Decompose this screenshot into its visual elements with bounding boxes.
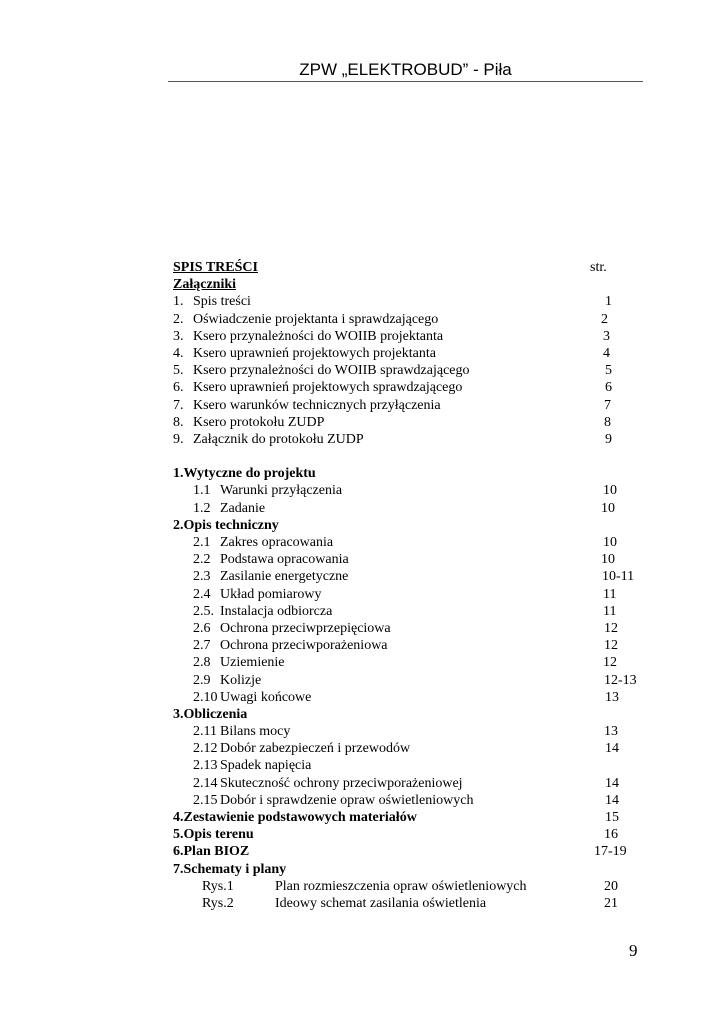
item-page: 12 (604, 620, 618, 636)
section-heading: 1.Wytyczne do projektu (173, 466, 316, 482)
attachment-item (173, 362, 643, 379)
section-item (173, 740, 643, 757)
item-number: 2.1 (193, 535, 211, 550)
attachment-text: Ksero protokołu ZUDP (193, 414, 325, 430)
section-heading-row (173, 861, 643, 878)
section-page: 15 (605, 810, 619, 825)
attachment-number: 5. (173, 363, 184, 379)
item-text: Ochrona przeciwprzepięciowa (220, 620, 391, 636)
attachment-page: 6 (605, 380, 612, 396)
section-heading-row (173, 465, 643, 482)
section-heading-row (173, 706, 643, 723)
drawing-text: Ideowy schemat zasilania oświetlenia (275, 895, 487, 911)
attachment-number: 7. (173, 397, 184, 413)
attachment-text: Ksero uprawnień projektowych projektanta (193, 345, 436, 361)
section-item (173, 775, 643, 792)
attachment-text: Ksero uprawnień projektowych sprawdzającego (193, 380, 463, 396)
item-number: 2.15 (193, 792, 218, 808)
attachment-page: 3 (603, 328, 610, 344)
section-item (173, 551, 643, 568)
section-item (173, 603, 643, 620)
attachment-page: 1 (605, 294, 612, 310)
attachment-number: 9. (173, 431, 184, 447)
section-item (173, 482, 643, 499)
item-page: 12 (604, 638, 618, 654)
drawing-item (173, 895, 643, 912)
drawing-text: Plan rozmieszczenia opraw oświetleniowych (275, 878, 527, 894)
attachments-heading-row (173, 276, 643, 293)
item-text: Uwagi końcowe (220, 689, 312, 705)
item-text: Uziemienie (220, 655, 285, 671)
attachment-item (173, 431, 643, 448)
drawing-page: 20 (604, 878, 618, 894)
item-page: 14 (605, 775, 619, 791)
item-text: Ochrona przeciwporażeniowa (220, 638, 388, 654)
drawings-list (173, 878, 643, 912)
drawing-page: 21 (604, 895, 618, 911)
attachment-number: 1. (173, 294, 184, 310)
attachment-number: 6. (173, 380, 184, 396)
section-item (173, 568, 643, 585)
item-number: 2.13 (193, 758, 218, 774)
attachments-list (173, 293, 643, 448)
attachment-text: Załącznik do protokołu ZUDP (193, 431, 364, 447)
section-item (173, 637, 643, 654)
section-item (173, 620, 643, 637)
section-heading: 6.Plan BIOZ (173, 844, 250, 860)
section-heading-row (173, 809, 643, 826)
attachment-item (173, 345, 643, 362)
item-number: 2.4 (193, 586, 211, 602)
item-page: 13 (604, 724, 618, 740)
item-page: 10-11 (602, 569, 635, 585)
item-number: 2.9 (193, 672, 211, 688)
item-text: Kolizje (220, 672, 262, 688)
section-item (173, 500, 643, 517)
item-number: 1.2 (193, 500, 211, 516)
section-heading: 5.Opis terenu (173, 827, 254, 843)
attachment-item (173, 379, 643, 396)
item-text: Dobór zabezpieczeń i przewodów (220, 741, 411, 757)
item-text: Bilans mocy (220, 724, 291, 740)
attachment-item (173, 414, 643, 431)
attachment-page: 5 (605, 363, 612, 379)
item-page: 10 (603, 483, 617, 499)
drawing-item (173, 878, 643, 895)
section-page: 16 (604, 827, 618, 843)
item-page: 12 (603, 655, 617, 671)
section-heading: 7.Schematy i plany (173, 861, 287, 877)
attachment-item (173, 311, 643, 328)
section-item (173, 723, 643, 740)
section-item (173, 586, 643, 603)
item-text: Skuteczność ochrony przeciwporażeniowej (220, 775, 463, 791)
item-number: 2.3 (193, 569, 211, 585)
attachment-number: 8. (173, 414, 184, 430)
item-text: Zadanie (220, 500, 266, 516)
item-page: 11 (603, 586, 617, 602)
attachment-page: 7 (604, 397, 611, 413)
item-page: 11 (603, 603, 617, 619)
item-page: 14 (605, 792, 619, 808)
item-text: Instalacja odbiorcza (220, 603, 333, 619)
section-heading-row (173, 826, 643, 843)
section-heading-row (173, 517, 643, 534)
item-number: 2.12 (193, 741, 218, 757)
item-number: 2.14 (193, 775, 218, 791)
attachments-heading: Załączniki (173, 277, 237, 293)
item-number: 2.10 (193, 689, 218, 705)
attachment-item (173, 328, 643, 345)
attachment-number: 2. (173, 311, 184, 327)
item-number: 2.6 (193, 620, 211, 636)
section-item (173, 689, 643, 706)
sections-list (173, 465, 643, 878)
item-text: Dobór i sprawdzenie opraw oświetleniowych (220, 792, 474, 808)
item-number: 2.7 (193, 638, 211, 654)
header-rule (168, 81, 643, 82)
drawing-number: Rys.1 (202, 878, 234, 894)
attachment-text: Ksero przynależności do WOIIB projektanta (193, 328, 444, 344)
drawing-number: Rys.2 (202, 895, 234, 911)
attachment-number: 3. (173, 328, 184, 344)
section-heading: 4.Zestawienie podstawowych materiałów (173, 810, 417, 825)
attachment-item (173, 397, 643, 414)
attachment-page: 9 (605, 431, 612, 447)
item-page: 13 (605, 689, 619, 705)
item-text: Podstawa opracowania (220, 552, 349, 568)
section-page: 17-19 (594, 844, 627, 860)
item-page: 10 (603, 535, 617, 550)
item-text: Układ pomiarowy (220, 586, 322, 602)
spacer (173, 448, 643, 465)
attachment-number: 4. (173, 345, 184, 361)
section-item (173, 672, 643, 689)
attachment-page: 2 (601, 311, 608, 327)
item-text: Zakres opracowania (220, 535, 334, 550)
item-number: 2.2 (193, 552, 211, 568)
item-page: 10 (601, 500, 615, 516)
attachment-text: Oświadczenie projektanta i sprawdzającego (193, 311, 439, 327)
attachment-item (173, 293, 643, 310)
section-item (173, 654, 643, 671)
item-number: 2.11 (193, 724, 217, 740)
attachment-page: 8 (604, 414, 611, 430)
attachment-text: Ksero przynależności do WOIIB sprawdzającego (193, 363, 470, 379)
str-label: str. (590, 260, 607, 275)
attachment-page: 4 (603, 345, 610, 361)
table-of-contents (173, 259, 643, 912)
attachment-text: Spis treści (193, 294, 251, 310)
item-number: 2.5. (193, 603, 214, 619)
page-number: 9 (629, 941, 638, 960)
section-item (173, 534, 643, 551)
item-number: 1.1 (193, 483, 211, 499)
section-heading: 2.Opis techniczny (173, 517, 279, 533)
item-page: 12-13 (604, 672, 637, 688)
toc-title-row (173, 259, 643, 276)
item-page: 14 (605, 741, 619, 757)
attachment-text: Ksero warunków technicznych przyłączenia (193, 397, 441, 413)
section-heading-row (173, 843, 643, 860)
section-item (173, 792, 643, 809)
item-number: 2.8 (193, 655, 211, 671)
toc-title: SPIS TREŚCI (173, 260, 258, 275)
page-header: ZPW „ELEKTROBUD” - Piła (299, 60, 512, 79)
item-text: Warunki przyłączenia (220, 483, 343, 499)
item-text: Zasilanie energetyczne (220, 569, 349, 585)
item-text: Spadek napięcia (220, 758, 312, 774)
section-item (173, 757, 643, 774)
item-page: 10 (601, 552, 615, 568)
section-heading: 3.Obliczenia (173, 706, 248, 722)
